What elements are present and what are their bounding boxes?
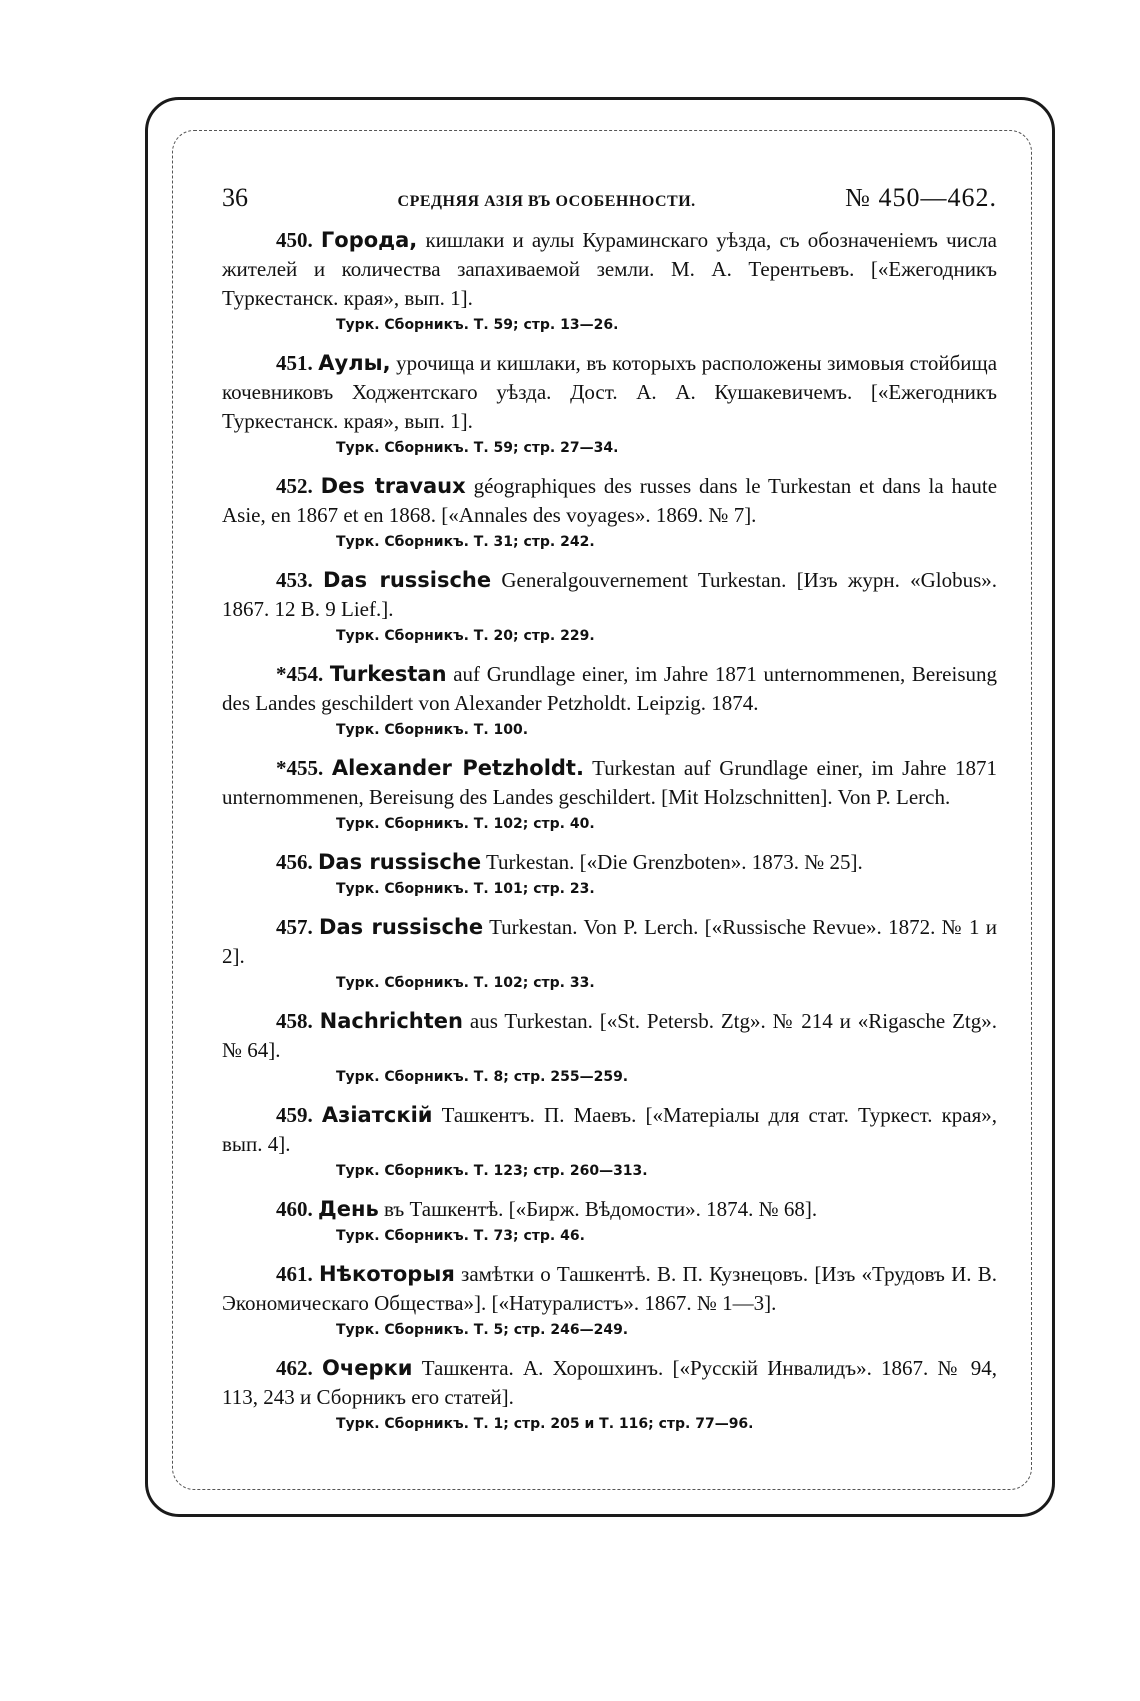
entry-headword: Nachrichten — [319, 1009, 463, 1033]
entry-description: Generalgouvernement Turkestan. [Изъ журн. «Globus». 1867. 12 B. 9 Lief.]. — [222, 568, 998, 621]
entry-description: въ Ташкентѣ. [«Бирж. Вѣдомости». 1874. № 68]. — [383, 1197, 818, 1221]
entry-number: 461. — [276, 1262, 313, 1286]
bibliography-entry — [222, 754, 997, 834]
entry-headword: День — [318, 1197, 379, 1221]
entry-description: Ташкентъ. П. Маевъ. [«Матеріалы для стат. Туркест. края», вып. 4]. — [222, 1103, 998, 1156]
entry-description: géographiques des russes dans le Turkestan et dans la haute Asie, en 1867 et en 1868. [«Annales des voyages». 1869. № 7]. — [222, 474, 998, 527]
entry-text — [222, 1007, 997, 1065]
bibliography-list — [222, 226, 997, 1448]
bibliography-entry — [222, 349, 997, 458]
entry-source: Турк. Сборникъ. Т. 59; стр. 13—26. — [336, 317, 619, 333]
entry-number: 450. — [276, 228, 313, 252]
bibliography-entry — [222, 1354, 997, 1434]
entry-description: Turkestan. [«Die Grenzboten». 1873. № 25]. — [485, 850, 863, 874]
entry-text — [222, 1101, 997, 1159]
entry-number: 456. — [276, 850, 313, 874]
entry-range: № 450—462. — [845, 183, 997, 212]
bibliography-entry — [222, 472, 997, 552]
entry-text — [222, 349, 997, 436]
page-header — [222, 183, 997, 219]
entry-source: Турк. Сборникъ. Т. 31; стр. 242. — [336, 534, 595, 550]
entry-number: *454. — [276, 662, 324, 686]
entry-text — [222, 660, 997, 718]
bibliography-entry — [222, 848, 997, 899]
bibliography-entry — [222, 913, 997, 993]
entry-description: замѣтки о Ташкентѣ. В. П. Кузнецовъ. [Изъ «Трудовъ И. В. Экономическаго Общества»]. [«Натуралистъ». 1867. № 1—3]. — [222, 1262, 998, 1315]
bibliography-entry — [222, 226, 997, 335]
entry-headword: Азіатскій — [321, 1103, 433, 1127]
entry-number: 457. — [276, 915, 313, 939]
entry-text — [222, 472, 997, 530]
bibliography-entry — [222, 660, 997, 740]
entry-source: Турк. Сборникъ. Т. 101; стр. 23. — [336, 881, 595, 897]
bibliography-entry — [222, 1007, 997, 1087]
entry-headword: Города, — [320, 228, 418, 252]
entry-description: кишлаки и аулы Кураминскаго уѣзда, съ обозначеніемъ числа жителей и количества запахиваемой земли. М. А. Терентьевъ. [«Ежегодникъ Туркестанск. края», вып. 1]. — [222, 228, 997, 310]
entry-headword: Очерки — [321, 1356, 413, 1380]
entry-source: Турк. Сборникъ. Т. 59; стр. 27—34. — [336, 440, 619, 456]
page-number: 36 — [222, 183, 248, 212]
entry-source: Турк. Сборникъ. Т. 1; стр. 205 и Т. 116; стр. 77—96. — [336, 1416, 754, 1432]
entry-description: auf Grundlage einer, im Jahre 1871 unternommenen, Bereisung des Landes geschildert von Alexander Petzholdt. Leipzig. 1874. — [222, 662, 998, 715]
running-title: СРЕДНЯЯ АЗІЯ ВЪ ОСОБЕННОСТИ. — [397, 193, 696, 210]
entry-source: Турк. Сборникъ. Т. 20; стр. 229. — [336, 628, 595, 644]
entry-text — [222, 754, 997, 812]
bibliography-entry — [222, 1195, 997, 1246]
entry-text — [222, 1260, 997, 1318]
entry-number: 453. — [276, 568, 313, 592]
entry-description: Turkestan. Von P. Lerch. [«Russische Revue». 1872. № 1 и 2]. — [222, 915, 998, 968]
entry-source: Турк. Сборникъ. Т. 8; стр. 255—259. — [336, 1069, 629, 1085]
entry-source: Турк. Сборникъ. Т. 102; стр. 33. — [336, 975, 595, 991]
entry-source: Турк. Сборникъ. Т. 73; стр. 46. — [336, 1228, 585, 1244]
entry-headword: Das russische — [323, 568, 492, 592]
entry-number: 458. — [276, 1009, 313, 1033]
entry-headword: Аулы, — [318, 351, 391, 375]
entry-text — [222, 566, 997, 624]
bibliography-entry — [222, 566, 997, 646]
entry-number: 459. — [276, 1103, 313, 1127]
entry-number: 451. — [276, 351, 313, 375]
entry-number: *455. — [276, 756, 324, 780]
entry-text — [222, 1354, 997, 1412]
entry-text — [222, 226, 997, 313]
entry-headword: Das russische — [319, 915, 484, 939]
entry-number: 460. — [276, 1197, 313, 1221]
entry-number: 452. — [276, 474, 313, 498]
entry-source: Турк. Сборникъ. Т. 5; стр. 246—249. — [336, 1322, 629, 1338]
bibliography-entry — [222, 1101, 997, 1181]
entry-text — [222, 913, 997, 971]
entry-headword: Alexander Petzholdt. — [331, 756, 584, 780]
entry-headword: Des travaux — [320, 474, 466, 498]
entry-headword: Das russische — [318, 850, 482, 874]
entry-headword: Turkestan — [329, 662, 447, 686]
entry-number: 462. — [276, 1356, 313, 1380]
entry-description: Ташкента. А. Хорошхинъ. [«Русскій Инвалидъ». 1867. № 94, 113, 243 и Сборникъ его статей]. — [222, 1356, 998, 1409]
entry-description: aus Turkestan. [«St. Petersb. Ztg». № 214 и «Rigasche Ztg». № 64]. — [222, 1009, 998, 1062]
bibliography-entry — [222, 1260, 997, 1340]
entry-text — [222, 1195, 997, 1224]
entry-description: урочища и кишлаки, въ которыхъ расположены зимовыя стойбища кочевниковъ Ходжентскаго уѣзда. Дост. А. А. Кушакевичемъ. [«Ежегодникъ Туркестанск. края», вып. 1]. — [222, 351, 998, 433]
entry-source: Турк. Сборникъ. Т. 102; стр. 40. — [336, 816, 595, 832]
entry-source: Турк. Сборникъ. Т. 100. — [336, 722, 529, 738]
entry-description: Turkestan auf Grundlage einer, im Jahre 1871 unternommenen, Bereisung des Landes geschildert. [Mit Holzschnitten]. Von P. Lerch. — [222, 756, 998, 809]
entry-headword: Нѣкоторыя — [318, 1262, 455, 1286]
entry-source: Турк. Сборникъ. Т. 123; стр. 260—313. — [336, 1163, 648, 1179]
entry-text — [222, 848, 997, 877]
